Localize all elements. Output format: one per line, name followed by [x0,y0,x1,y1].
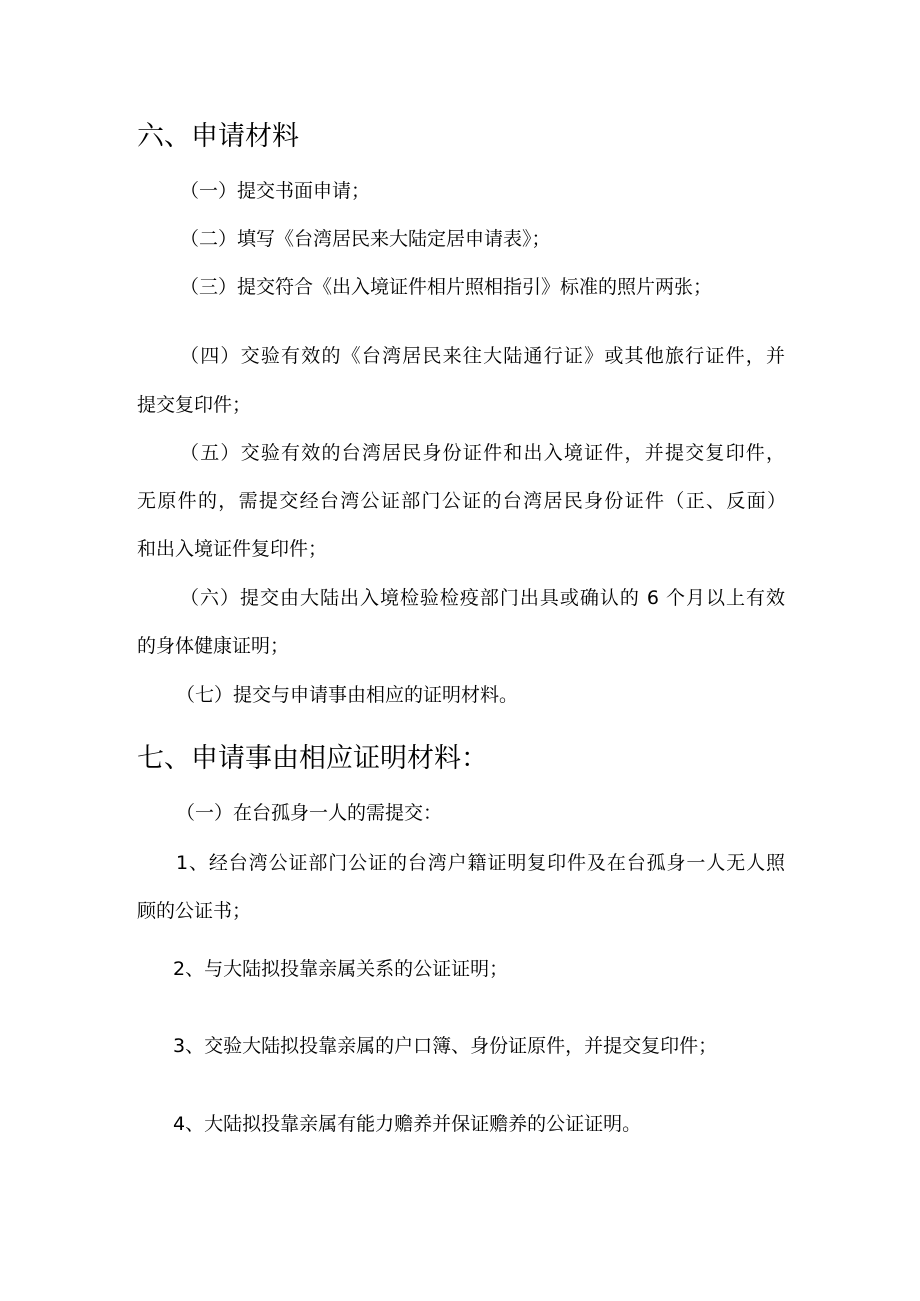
section6-item-7: （七）提交与申请事由相应的证明材料。 [176,684,519,706]
section6-item-6-line2: 的身体健康证明； [137,635,290,657]
section6-item-5-line3: 和出入境证件复印件； [137,538,328,560]
section6-heading: 六、申请材料 [137,121,299,152]
section6-item-2: （二）填写《台湾居民来大陆定居申请表》； [180,228,551,250]
section7-item-1-line2: 顾的公证书； [137,900,252,922]
section7-heading: 七、申请事由相应证明材料： [137,743,488,774]
section7-item-4: 4、大陆拟投靠亲属有能力赡养并保证赡养的公证证明。 [173,1113,642,1135]
section6-item-1: （一）提交书面申请； [180,180,371,202]
section7-item-2: 2、与大陆拟投靠亲属关系的公证证明； [173,958,509,980]
section6-item-6-line1: （六）提交由大陆出入境检验检疫部门出具或确认的 6 个月以上有效 [180,587,785,609]
section6-item-4-line2: 提交复印件； [137,394,252,416]
section7-item-3: 3、交验大陆拟投靠亲属的户口簿、身份证原件，并提交复印件； [173,1035,718,1057]
section6-item-5-line1: （五）交验有效的台湾居民身份证件和出入境证件，并提交复印件， [180,442,785,464]
section7-subheading-1: （一）在台孤身一人的需提交： [176,802,443,824]
section6-item-4-line1: （四）交验有效的《台湾居民来往大陆通行证》或其他旅行证件，并 [180,345,785,367]
section7-item-1-line1: 1、经台湾公证部门公证的台湾户籍证明复印件及在台孤身一人无人照 [176,852,785,874]
section6-item-5-line2: 无原件的，需提交经台湾公证部门公证的台湾居民身份证件（正、反面） [137,490,786,512]
section6-item-3: （三）提交符合《出入境证件相片照相指引》标准的照片两张； [180,276,713,298]
